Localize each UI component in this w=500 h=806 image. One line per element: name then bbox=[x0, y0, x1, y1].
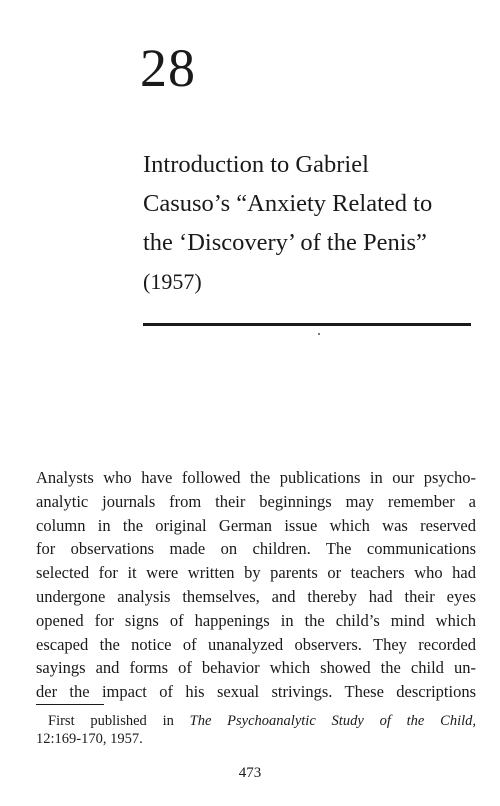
chapter-title-line: Casuso’s “Anxiety Related to bbox=[143, 190, 433, 217]
title-rule bbox=[143, 323, 471, 326]
footnote-prefix: First published in bbox=[48, 713, 190, 729]
chapter-number: 28 bbox=[140, 38, 196, 98]
footnote bbox=[36, 712, 476, 748]
body-line: opened for signs of happenings in the child’s mind which bbox=[36, 610, 476, 630]
print-speck bbox=[318, 333, 320, 335]
footnote-citation: 12:169-170, 1957. bbox=[36, 731, 143, 747]
body-line: escaped the notice of unanalyzed observers. They recorded bbox=[36, 634, 476, 654]
page-number: 473 bbox=[238, 765, 262, 781]
body-line: column in the original German issue which was reserved bbox=[36, 515, 476, 535]
body-paragraph bbox=[36, 466, 476, 704]
footnote-journal: The Psychoanalytic Study of the Child, bbox=[189, 713, 476, 729]
body-line: selected for it were written by parents or teachers who had bbox=[36, 563, 476, 583]
chapter-title-line: the ‘Discovery’ of the Penis” bbox=[143, 229, 427, 256]
chapter-year: (1957) bbox=[143, 269, 202, 294]
body-line: sayings and forms of behavior which showed the child un- bbox=[36, 658, 476, 678]
body-line: analytic journals from their beginnings may remember a bbox=[36, 491, 476, 511]
body-line: undergone analysis themselves, and thereby had their eyes bbox=[36, 586, 476, 606]
body-line: der the impact of his sexual strivings. These descriptions bbox=[36, 682, 476, 702]
footnote-line bbox=[36, 712, 476, 730]
chapter-title bbox=[143, 145, 483, 262]
footnote-rule bbox=[36, 704, 104, 705]
chapter-title-line: Introduction to Gabriel bbox=[143, 151, 369, 178]
body-line: for observations made on children. The communications bbox=[36, 539, 476, 559]
body-line: Analysts who have followed the publications in our psycho- bbox=[36, 468, 476, 487]
